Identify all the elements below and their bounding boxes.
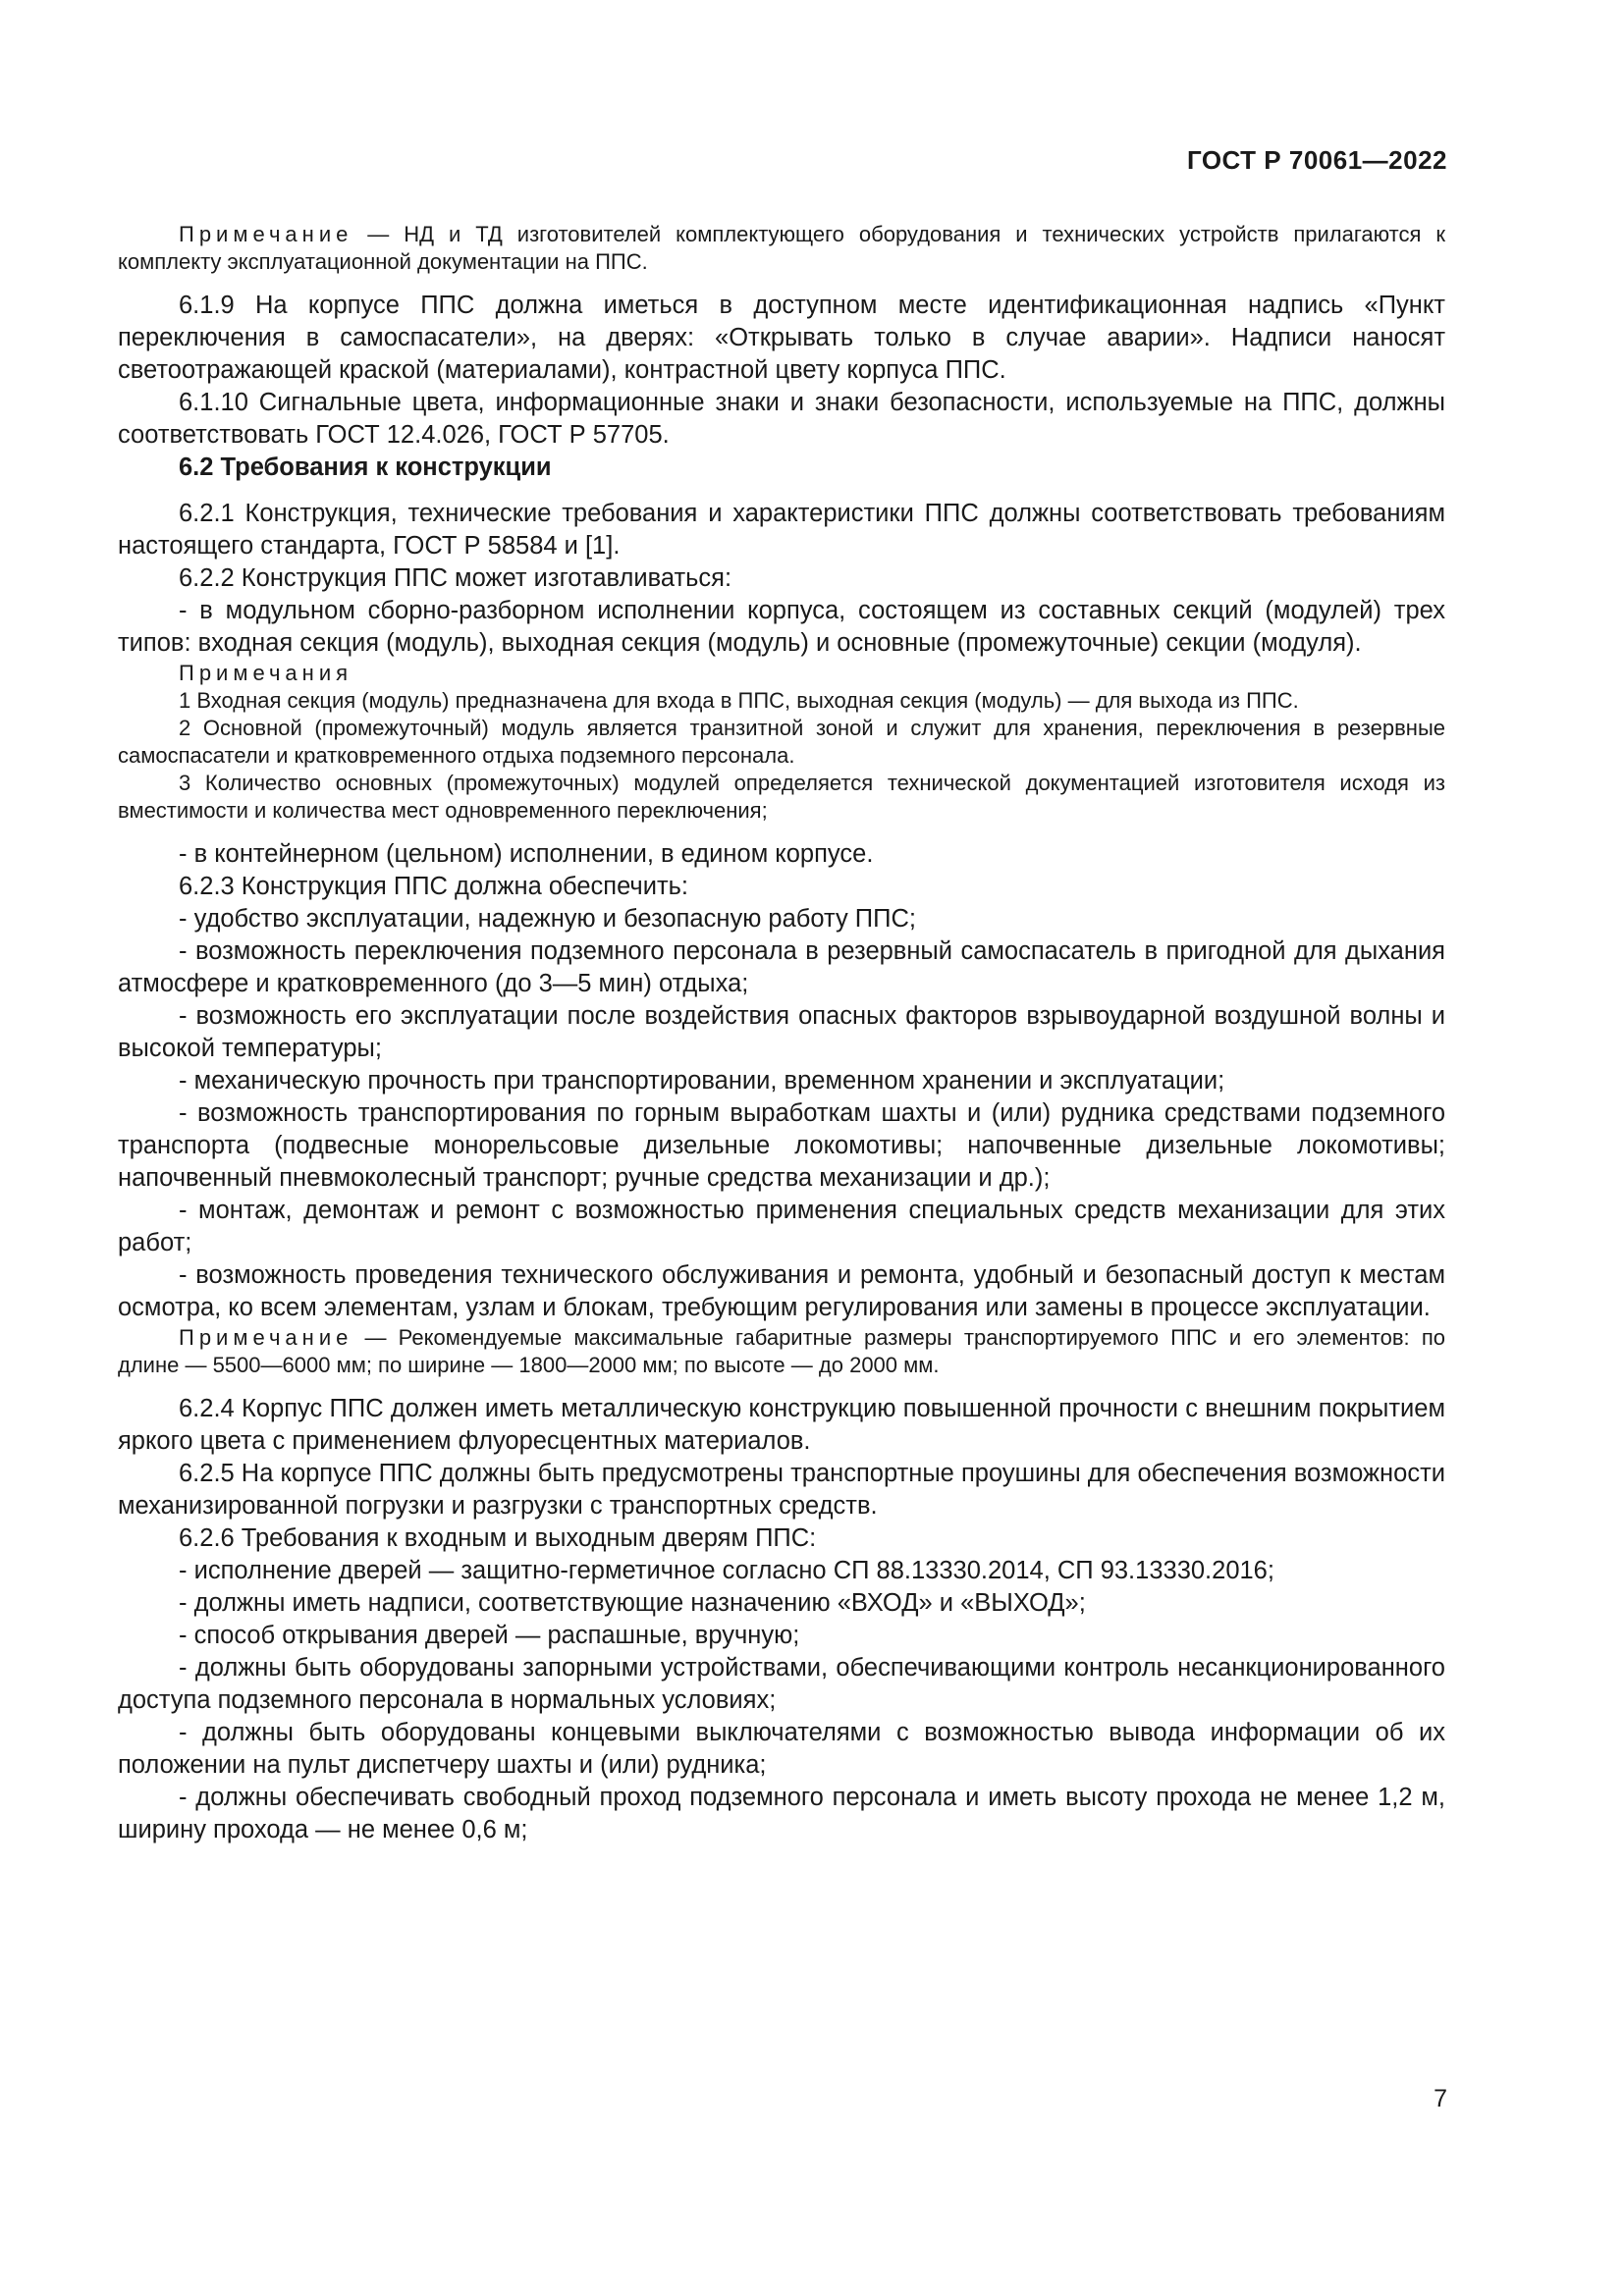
page-body <box>118 221 1445 1846</box>
note-item: 2 Основной (промежуточный) модуль является транзитной зоной и служит для хранения, переключения в резервные самоспасатели и кратковременного отдыха подземного персонала. <box>118 716 1445 768</box>
note-text: — Рекомендуемые максимальные габаритные размеры транспортируемого ППС и его элементов: по длине — 5500—6000 мм; по ширине — 1800—2000 мм; по высоте — до 2000 мм. <box>118 1325 1445 1377</box>
note-text: — НД и ТД изготовителей комплектующего оборудования и технических устройств прилагаются к комплекту эксплуатационной документации на ППС. <box>118 222 1445 274</box>
note-label: Примечание <box>179 222 353 246</box>
note-paragraph <box>118 1324 1445 1379</box>
list-item: - возможность его эксплуатации после воздействия опасных факторов взрывоударной воздушной волны и высокой температуры; <box>118 1002 1445 1062</box>
list-item: - в контейнерном (цельном) исполнении, в едином корпусе. <box>179 840 874 868</box>
list-item: - исполнение дверей — защитно-герметичное согласно СП 88.13330.2014, СП 93.13330.2016; <box>179 1557 1274 1584</box>
note-label: Примечание <box>179 1325 353 1350</box>
list-item: - должны обеспечивать свободный проход подземного персонала и иметь высоту прохода не менее 1,2 м, ширину прохода — не менее 0,6 м; <box>118 1784 1445 1843</box>
list-item: - должны быть оборудованы запорными устройствами, обеспечивающими контроль несанкционированного доступа подземного персонала в нормальных условиях; <box>118 1654 1445 1714</box>
notes-heading <box>118 660 1445 687</box>
clause-6-2-3: 6.2.3 Конструкция ППС должна обеспечить: <box>179 873 688 900</box>
list-item: - возможность транспортирования по горным выработкам шахты и (или) рудника средствами подземного транспорта (подвесные монорельсовые дизельные локомотивы; напочвенные дизельные локомотивы; напочвенный пневмоколесный транспорт; ручные средства механизации и др.); <box>118 1099 1445 1192</box>
clause-6-2-1: 6.2.1 Конструкция, технические требования и характеристики ППС должны соответствовать требованиям настоящего стандарта, ГОСТ Р 58584 и [1]. <box>118 500 1445 560</box>
document-code-header: ГОСТ Р 70061—2022 <box>1186 145 1447 175</box>
clause-6-2-6: 6.2.6 Требования к входным и выходным дверям ППС: <box>179 1524 817 1552</box>
clause-6-1-10: 6.1.10 Сигнальные цвета, информационные знаки и знаки безопасности, используемые на ППС, должны соответствовать ГОСТ 12.4.026, ГОСТ Р 57705. <box>118 389 1445 449</box>
list-item: - должны иметь надписи, соответствующие назначению «ВХОД» и «ВЫХОД»; <box>179 1589 1086 1617</box>
note-item: 3 Количество основных (промежуточных) модулей определяется технической документацией изготовителя исходя из вместимости и количества мест одновременного переключения; <box>118 771 1445 823</box>
clause-6-2-5: 6.2.5 На корпусе ППС должны быть предусмотрены транспортные проушины для обеспечения возможности механизированной погрузки и разгрузки с транспортных средств. <box>118 1460 1445 1520</box>
clause-6-1-9: 6.1.9 На корпусе ППС должна иметься в доступном месте идентификационная надпись «Пункт переключения в самоспасатели», на дверях: «Открывать только в случае аварии». Надписи наносят светоотражающей краской (материалами), контрастной цвету корпуса ППС. <box>118 292 1445 384</box>
section-heading-6-2: 6.2 Требования к конструкции <box>179 454 552 481</box>
page-number: 7 <box>1434 2085 1447 2112</box>
list-item: - механическую прочность при транспортировании, временном хранении и эксплуатации; <box>179 1067 1225 1095</box>
list-item: - в модульном сборно-разборном исполнении корпуса, состоящем из составных секций (модулей) трех типов: входная секция (модуль), выходная секция (модуль) и основные (промежуточные) секции (модуля). <box>118 597 1445 657</box>
list-item: - возможность проведения технического обслуживания и ремонта, удобный и безопасный доступ к местам осмотра, ко всем элементам, узлам и блокам, требующим регулирования или замены в процессе эксплуатации. <box>118 1261 1445 1321</box>
note-paragraph <box>118 221 1445 276</box>
list-item: - возможность переключения подземного персонала в резервный самоспасатель в пригодной для дыхания атмосфере и кратковременного (до 3—5 мин) отдыха; <box>118 937 1445 997</box>
list-item: - монтаж, демонтаж и ремонт с возможностью применения специальных средств механизации для этих работ; <box>118 1197 1445 1256</box>
list-item: - удобство эксплуатации, надежную и безопасную работу ППС; <box>179 905 916 933</box>
notes-label: Примечания <box>179 661 353 685</box>
list-item: - должны быть оборудованы концевыми выключателями с возможностью вывода информации об их положении на пульт диспетчеру шахты и (или) рудника; <box>118 1719 1445 1779</box>
list-item: - способ открывания дверей — распашные, вручную; <box>179 1622 800 1649</box>
note-item: 1 Входная секция (модуль) предназначена для входа в ППС, выходная секция (модуль) — для выхода из ППС. <box>179 688 1299 713</box>
clause-6-2-2: 6.2.2 Конструкция ППС может изготавливаться: <box>179 564 732 592</box>
clause-6-2-4: 6.2.4 Корпус ППС должен иметь металлическую конструкцию повышенной прочности с внешним покрытием яркого цвета с применением флуоресцентных материалов. <box>118 1395 1445 1455</box>
